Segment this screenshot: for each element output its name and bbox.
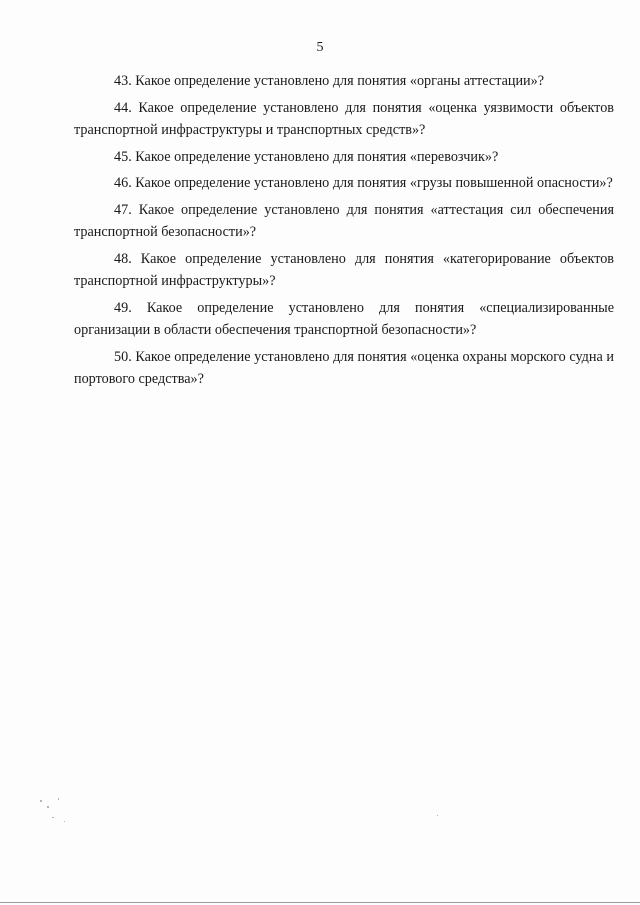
question-48: 48. Какое определение установлено для понятия «категорирование объектов транспортной инфраструктуры»? bbox=[74, 250, 614, 289]
question-50: 50. Какое определение установлено для понятия «оценка охраны морского судна и портового средства»? bbox=[74, 348, 614, 387]
scan-speck bbox=[40, 800, 42, 802]
question-47: 47. Какое определение установлено для понятия «аттестация сил обеспечения транспортной безопасности»? bbox=[74, 201, 614, 240]
scan-speck bbox=[58, 798, 59, 800]
question-46: 46. Какое определение установлено для понятия «грузы повышенной опасности»? bbox=[114, 175, 613, 191]
question-45: 45. Какое определение установлено для понятия «перевозчик»? bbox=[114, 148, 499, 165]
scan-speck bbox=[437, 815, 438, 816]
question-list bbox=[74, 70, 614, 395]
question-43: 43. Какое определение установлено для понятия «органы аттестации»? bbox=[114, 73, 545, 89]
page-bottom-edge bbox=[0, 902, 640, 903]
scan-speck bbox=[52, 817, 54, 818]
question-44: 44. Какое определение установлено для понятия «оценка уязвимости объектов транспортной инфраструктуры и транспортных средств»? bbox=[74, 99, 614, 138]
question-49: 49. Какое определение установлено для понятия «специализированные организации в области обеспечения транспортной безопасности»? bbox=[74, 299, 614, 338]
page-number: 5 bbox=[316, 40, 324, 55]
scan-speck bbox=[64, 821, 65, 822]
scan-speck bbox=[47, 806, 49, 808]
